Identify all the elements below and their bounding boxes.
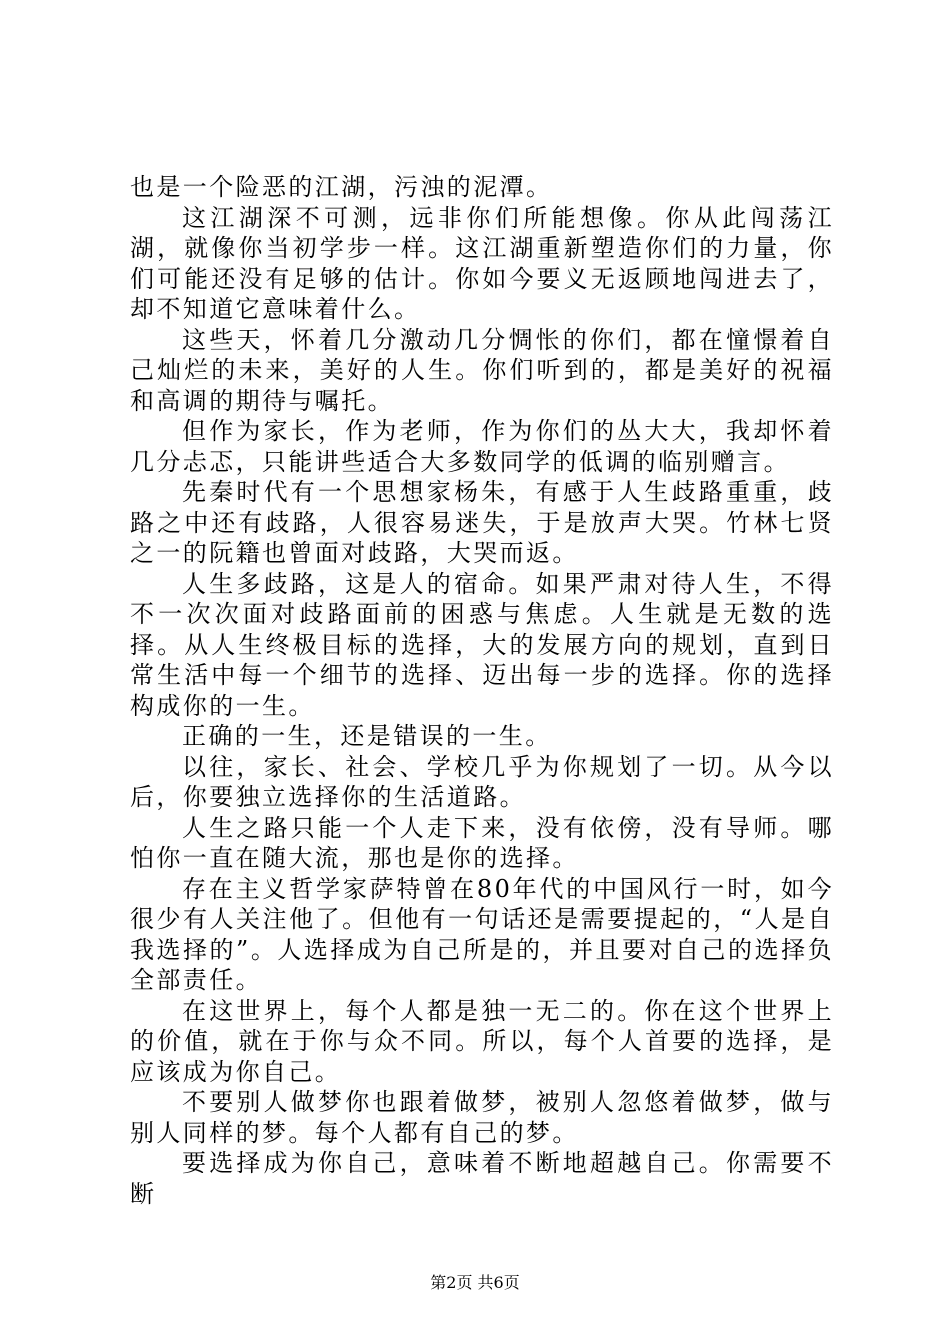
- body-text: [130, 172, 834, 1209]
- paragraph: 存在主义哲学家萨特曾在80年代的中国风行一时，如今很少有人关注他了。但他有一句话还是需要提起的，“人是自我选择的”。人选择成为自己所是的，并且要对自己的选择负全部责任。: [130, 874, 834, 994]
- paragraph: 不要别人做梦你也跟着做梦，被别人忽悠着做梦，做与别人同样的梦。每个人都有自己的梦。: [130, 1088, 834, 1147]
- paragraph: 也是一个险恶的江湖，污浊的泥潭。: [130, 173, 553, 201]
- paragraph: 正确的一生，还是错误的一生。: [182, 722, 552, 750]
- paragraph: 这江湖深不可测，远非你们所能想像。你从此闯荡江湖，就像你当初学步一样。这江湖重新塑造你们的力量，你们可能还没有足够的估计。你如今要义无返顾地闯进去了，却不知道它意味着什么。: [130, 203, 834, 323]
- page-footer: 第2页 共6页: [430, 1273, 520, 1292]
- paragraph: 人生之路只能一个人走下来，没有依傍，没有导师。哪怕你一直在随大流，那也是你的选择。: [130, 813, 834, 872]
- paragraph: 先秦时代有一个思想家杨朱，有感于人生歧路重重，歧路之中还有歧路，人很容易迷失，于是放声大哭。竹林七贤之一的阮籍也曾面对歧路，大哭而返。: [130, 478, 834, 567]
- paragraph: 以往，家长、社会、学校几乎为你规划了一切。从今以后，你要独立选择你的生活道路。: [130, 752, 834, 811]
- paragraph: 这些天，怀着几分激动几分惆怅的你们，都在憧憬着自己灿烂的未来，美好的人生。你们听到的，都是美好的祝福和高调的期待与嘱托。: [130, 325, 834, 415]
- paragraph: 但作为家长，作为老师，作为你们的丛大大，我却怀着几分忐忑，只能讲些适合大多数同学的低调的临别赠言。: [130, 417, 834, 476]
- paragraph: 人生多歧路，这是人的宿命。如果严肃对待人生，不得不一次次面对歧路面前的困惑与焦虑。人生就是无数的选择。从人生终极目标的选择，大的发展方向的规划，直到日常生活中每一个细节的选择、迈出每一步的选择。你的选择构成你的一生。: [130, 569, 834, 720]
- paragraph: 要选择成为你自己，意味着不断地超越自己。你需要不断: [130, 1149, 834, 1208]
- paragraph: 在这世界上，每个人都是独一无二的。你在这个世界上的价值，就在于你与众不同。所以，每个人首要的选择，是应该成为你自己。: [130, 996, 834, 1086]
